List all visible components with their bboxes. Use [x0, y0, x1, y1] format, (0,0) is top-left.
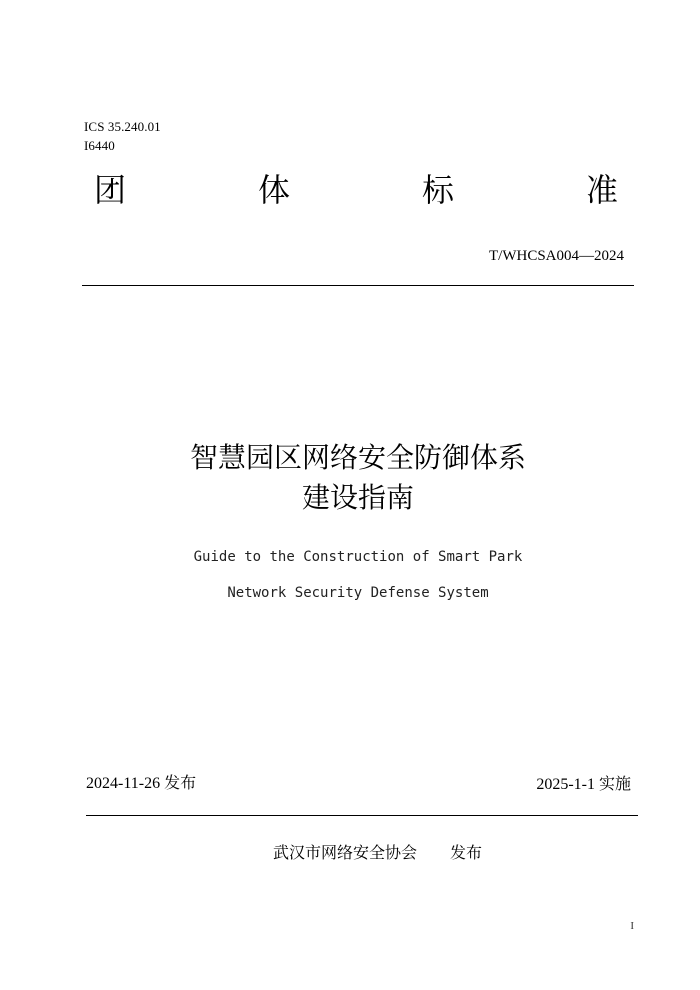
standard-type-char-4: 准	[586, 171, 619, 209]
standard-number: T/WHCSA004—2024	[489, 248, 624, 264]
implementation-date: 2025-1-1 实施	[536, 776, 631, 793]
ccs-code: I6440	[84, 138, 115, 153]
header-divider	[82, 285, 634, 286]
title-en-line-1: Guide to the Construction of Smart Park	[193, 549, 523, 565]
title-zh-line-2: 建设指南	[301, 481, 414, 514]
footer-divider	[86, 815, 638, 816]
issuing-organization: 武汉市网络安全协会	[273, 843, 418, 862]
title-zh-line-1: 智慧园区网络安全防御体系	[189, 441, 526, 474]
title-en-line-2: Network Security Defense System	[227, 585, 489, 601]
standard-type-char-3: 标	[422, 171, 455, 209]
publish-date: 2024-11-26 发布	[86, 775, 197, 792]
page-number: I	[630, 920, 634, 932]
ics-code: ICS 35.240.01	[84, 119, 161, 134]
standard-type-char-1: 团	[94, 171, 127, 209]
issue-label: 发布	[450, 843, 483, 862]
standard-type-char-2: 体	[258, 171, 291, 209]
